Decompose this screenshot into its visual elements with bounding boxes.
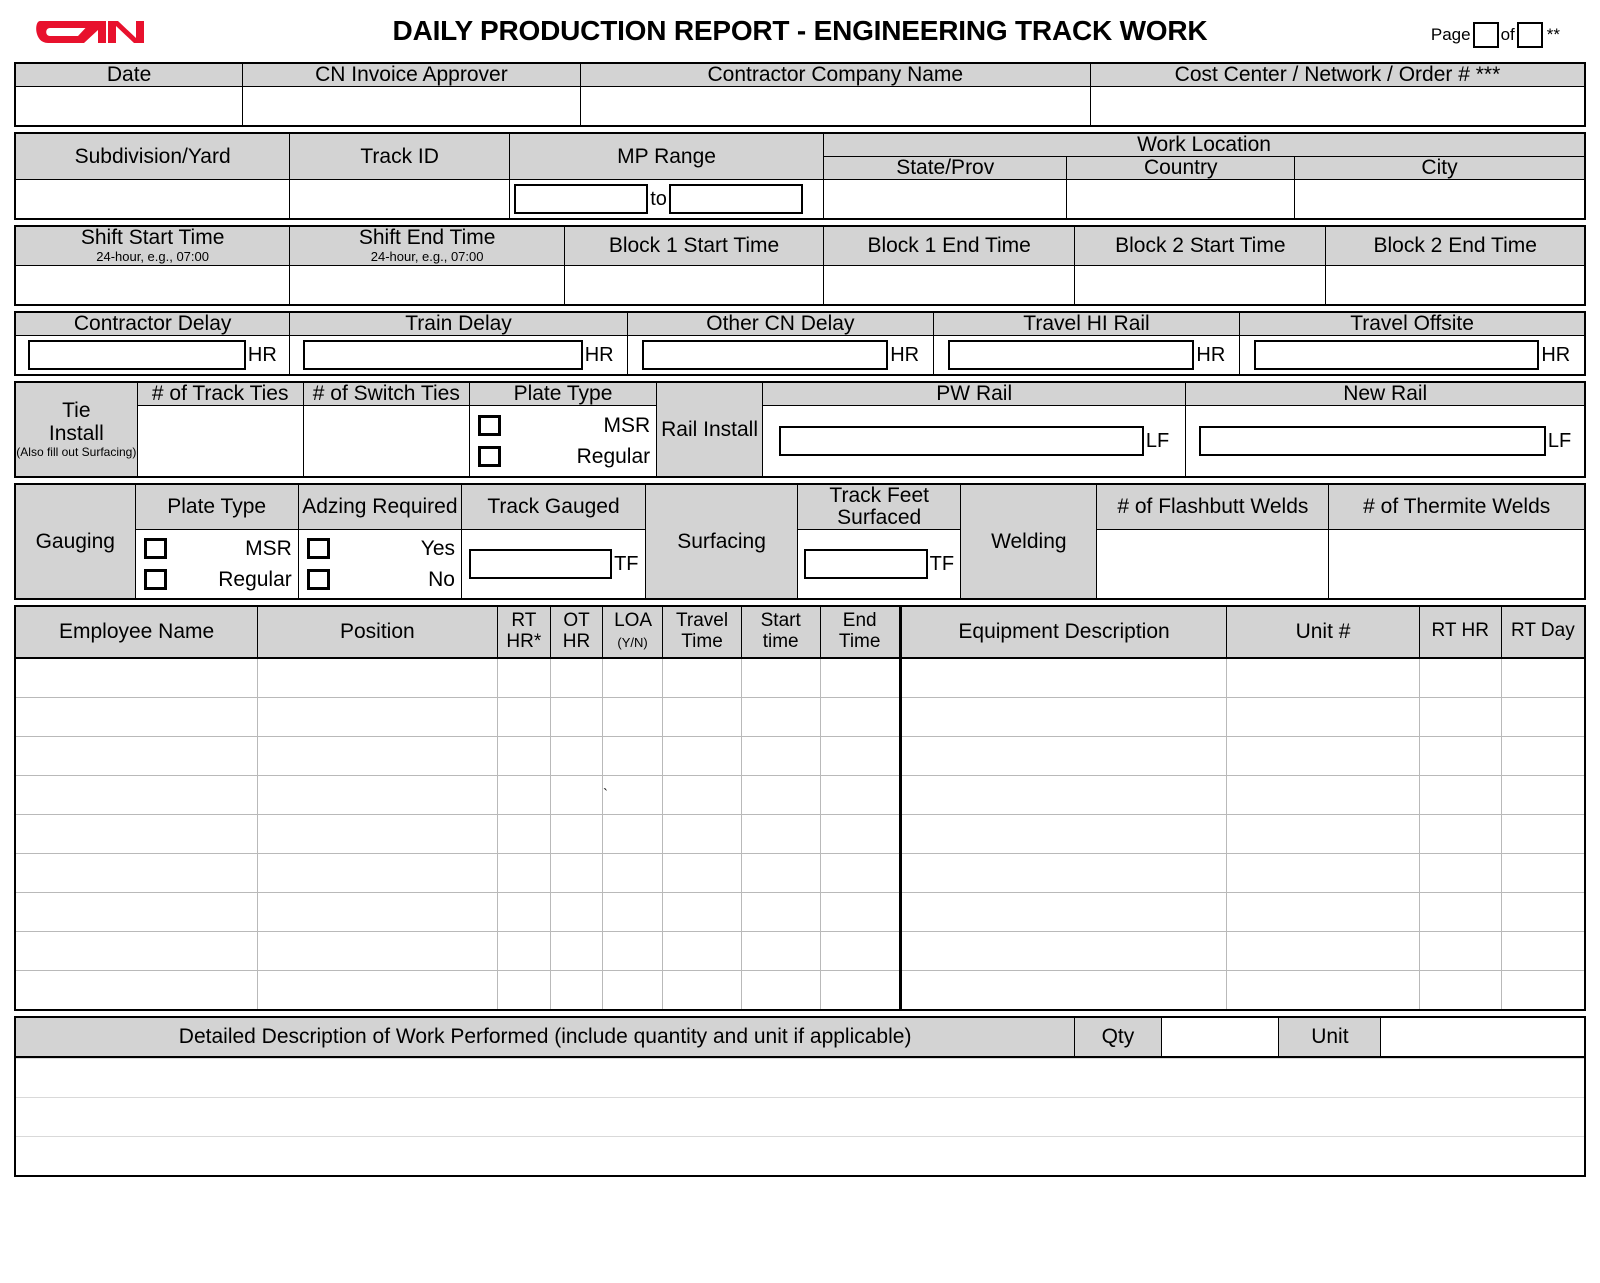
tie-plate-regular-row[interactable] <box>470 441 656 472</box>
contractor-delay-cell <box>15 335 290 375</box>
track-feet-surfaced-header: Track Feet Surfaced <box>798 484 961 530</box>
mp-range-from-input[interactable] <box>514 184 648 214</box>
block1-start-time-header: Block 1 Start Time <box>565 226 824 265</box>
table-cell[interactable] <box>497 814 551 853</box>
of-label: of <box>1500 25 1515 44</box>
description-line-row <box>15 1058 1585 1097</box>
track-gauged-input[interactable] <box>469 549 613 579</box>
description-line-row <box>15 1097 1585 1136</box>
table-row <box>15 697 1585 736</box>
table-cell[interactable] <box>551 775 603 814</box>
col-travel-time: Travel Time <box>663 606 742 658</box>
table-cell[interactable] <box>820 970 900 1010</box>
table-cell[interactable] <box>1419 736 1501 775</box>
thermite-welds-input[interactable] <box>1329 529 1585 599</box>
table-cell[interactable] <box>551 697 603 736</box>
table-cell[interactable] <box>551 658 603 698</box>
tie-install-section-label <box>15 382 137 477</box>
page-total-box[interactable] <box>1517 22 1543 48</box>
contractor-delay-header: Contractor Delay <box>15 312 290 336</box>
travel-offsite-cell <box>1240 335 1585 375</box>
table-cell[interactable] <box>820 775 900 814</box>
tie-plate-msr-label: MSR <box>603 413 651 437</box>
country-input[interactable] <box>1067 180 1295 220</box>
contractor-delay-input[interactable] <box>28 340 246 370</box>
times-value-row <box>15 265 1585 305</box>
adzing-no-label: No <box>428 567 455 591</box>
cn-invoice-approver-header: CN Invoice Approver <box>243 63 581 87</box>
table-cell[interactable] <box>1227 814 1419 853</box>
travel-hi-rail-header: Travel HI Rail <box>933 312 1239 336</box>
table-cell[interactable] <box>1227 970 1419 1010</box>
train-delay-input[interactable] <box>303 340 582 370</box>
table-cell[interactable] <box>15 970 258 1010</box>
table-cell[interactable] <box>258 853 497 892</box>
table-cell[interactable] <box>1419 853 1501 892</box>
times-header-row <box>15 226 1585 265</box>
unit-header: Unit <box>1279 1017 1381 1057</box>
tie-install-block <box>14 381 1586 478</box>
table-cell[interactable] <box>258 658 497 698</box>
table-cell[interactable] <box>1419 658 1501 698</box>
table-cell[interactable] <box>258 736 497 775</box>
table-cell[interactable] <box>1419 892 1501 931</box>
adzing-no-row[interactable] <box>299 564 461 595</box>
block1-end-time-input[interactable] <box>824 265 1075 305</box>
identity-block <box>14 62 1586 127</box>
table-cell[interactable] <box>258 697 497 736</box>
table-cell[interactable] <box>741 892 820 931</box>
table-cell[interactable] <box>741 697 820 736</box>
tie-plate-msr-row[interactable] <box>470 410 656 441</box>
col-equipment-description: Equipment Description <box>900 606 1226 658</box>
table-row <box>15 853 1585 892</box>
col-equip-rt-day: RT Day <box>1501 606 1585 658</box>
shift-start-time-label: Shift Start Time <box>80 226 225 250</box>
description-line-input[interactable] <box>15 1136 1585 1176</box>
gauging-plate-regular-row[interactable] <box>136 564 298 595</box>
table-cell[interactable] <box>258 931 497 970</box>
table-cell[interactable] <box>900 814 1226 853</box>
contractor-company-name-input[interactable] <box>580 87 1090 127</box>
mp-range-to-input[interactable] <box>669 184 803 214</box>
table-cell[interactable] <box>602 697 662 736</box>
travel-hi-rail-cell <box>933 335 1239 375</box>
col-ot-hr: OT HR <box>551 606 603 658</box>
tie-label: Tie <box>62 399 91 423</box>
table-cell[interactable] <box>820 853 900 892</box>
table-cell[interactable] <box>497 970 551 1010</box>
location-value-row <box>15 180 1585 220</box>
table-cell[interactable] <box>15 775 258 814</box>
cost-center-header: Cost Center / Network / Order # *** <box>1090 63 1585 87</box>
table-cell[interactable] <box>551 892 603 931</box>
col-loa <box>602 606 662 658</box>
table-cell[interactable] <box>1419 970 1501 1010</box>
identity-value-row <box>15 87 1585 127</box>
table-cell[interactable] <box>258 814 497 853</box>
adzing-required-header: Adzing Required <box>298 484 461 530</box>
table-row <box>15 658 1585 698</box>
flashbutt-welds-header: # of Flashbutt Welds <box>1097 484 1329 530</box>
gauging-plate-type-options <box>135 529 298 599</box>
table-cell[interactable] <box>497 931 551 970</box>
shift-end-time-input[interactable] <box>290 265 565 305</box>
gauging-plate-regular-label: Regular <box>218 567 292 591</box>
table-cell[interactable] <box>15 853 258 892</box>
block1-end-time-header: Block 1 End Time <box>824 226 1075 265</box>
location-block <box>14 132 1586 220</box>
table-cell[interactable] <box>1227 736 1419 775</box>
location-header-row-1 <box>15 133 1585 157</box>
block2-end-time-input[interactable] <box>1326 265 1585 305</box>
new-rail-input[interactable] <box>1199 426 1546 456</box>
date-header: Date <box>15 63 243 87</box>
shift-end-time-hint: 24-hour, e.g., 07:00 <box>370 249 484 265</box>
table-cell[interactable] <box>551 970 603 1010</box>
table-row <box>15 814 1585 853</box>
gauging-section-label: Gauging <box>15 484 135 599</box>
block2-start-time-header: Block 2 Start Time <box>1075 226 1326 265</box>
switch-ties-input[interactable] <box>303 405 469 477</box>
thermite-welds-header: # of Thermite Welds <box>1329 484 1585 530</box>
table-cell[interactable] <box>551 814 603 853</box>
table-cell[interactable] <box>820 697 900 736</box>
table-cell[interactable] <box>602 892 662 931</box>
description-lines-body <box>15 1058 1585 1176</box>
track-ties-header: # of Track Ties <box>137 382 303 406</box>
table-cell[interactable] <box>1501 892 1585 931</box>
table-cell[interactable] <box>1501 658 1585 698</box>
table-cell[interactable] <box>741 658 820 698</box>
table-row <box>15 931 1585 970</box>
table-cell[interactable] <box>820 658 900 698</box>
table-cell[interactable] <box>820 931 900 970</box>
col-rt-hr: RT HR* <box>497 606 551 658</box>
table-cell[interactable] <box>900 931 1226 970</box>
track-gauged-header: Track Gauged <box>462 484 646 530</box>
train-delay-cell <box>290 335 628 375</box>
description-line-row <box>15 1136 1585 1176</box>
tie-install-value-row <box>15 405 1585 477</box>
adzing-no-checkbox[interactable] <box>307 569 330 590</box>
gauging-plate-msr-row[interactable] <box>136 533 298 564</box>
page-of-indicator <box>1431 22 1560 48</box>
cn-logo-icon <box>32 14 150 50</box>
col-loa-sub: (Y/N) <box>617 634 648 650</box>
table-cell[interactable] <box>602 658 662 698</box>
city-input[interactable] <box>1295 180 1585 220</box>
travel-hi-rail-input[interactable] <box>948 340 1195 370</box>
tie-plate-type-options <box>469 405 656 477</box>
track-feet-surfaced-unit: TF <box>929 552 955 575</box>
track-id-input[interactable] <box>290 180 510 220</box>
table-cell[interactable] <box>497 697 551 736</box>
page-note: ** <box>1546 25 1560 44</box>
shift-end-time-label: Shift End Time <box>358 226 496 250</box>
table-cell[interactable] <box>551 853 603 892</box>
table-cell[interactable] <box>1501 931 1585 970</box>
col-start-time: Start time <box>741 606 820 658</box>
track-gauged-unit: TF <box>614 552 639 575</box>
times-block <box>14 225 1586 306</box>
col-employee-name: Employee Name <box>15 606 258 658</box>
adzing-yes-label: Yes <box>420 536 455 560</box>
table-cell[interactable] <box>602 853 662 892</box>
delays-block <box>14 311 1586 376</box>
new-rail-cell <box>1186 405 1585 477</box>
table-cell[interactable] <box>1501 814 1585 853</box>
qty-input[interactable] <box>1161 1017 1279 1057</box>
table-cell[interactable] <box>663 775 742 814</box>
employee-table-body <box>15 658 1585 1010</box>
state-prov-input[interactable] <box>824 180 1067 220</box>
block1-start-time-input[interactable] <box>565 265 824 305</box>
install-label: Install <box>48 422 104 446</box>
table-cell[interactable] <box>15 736 258 775</box>
table-cell[interactable] <box>663 970 742 1010</box>
table-cell[interactable] <box>663 853 742 892</box>
table-cell[interactable] <box>741 814 820 853</box>
new-rail-header: New Rail <box>1186 382 1585 406</box>
table-cell[interactable] <box>900 853 1226 892</box>
pw-rail-header: PW Rail <box>763 382 1186 406</box>
track-gauged-cell <box>462 529 646 599</box>
form-header <box>0 0 1600 62</box>
gauging-plate-type-header: Plate Type <box>135 484 298 530</box>
table-cell[interactable] <box>1501 736 1585 775</box>
table-cell[interactable] <box>663 892 742 931</box>
table-cell[interactable] <box>602 970 662 1010</box>
table-cell[interactable] <box>820 736 900 775</box>
table-cell[interactable] <box>1501 697 1585 736</box>
table-cell[interactable] <box>602 736 662 775</box>
table-cell[interactable] <box>741 853 820 892</box>
table-cell[interactable]: ` <box>602 775 662 814</box>
mp-range-cell <box>510 180 824 220</box>
cn-invoice-approver-input[interactable] <box>243 87 581 127</box>
table-cell[interactable] <box>741 736 820 775</box>
gauging-block <box>14 483 1586 600</box>
table-cell[interactable] <box>497 853 551 892</box>
table-row <box>15 775 1585 814</box>
delays-value-row <box>15 335 1585 375</box>
table-row <box>15 736 1585 775</box>
table-cell[interactable] <box>15 892 258 931</box>
train-delay-header: Train Delay <box>290 312 628 336</box>
pw-rail-cell <box>763 405 1186 477</box>
welding-section-label: Welding <box>961 484 1097 599</box>
table-cell[interactable] <box>1227 853 1419 892</box>
description-lines-block <box>14 1058 1586 1177</box>
city-header: City <box>1295 157 1585 180</box>
table-cell[interactable] <box>1419 697 1501 736</box>
table-cell[interactable] <box>1227 697 1419 736</box>
description-line-input[interactable] <box>15 1097 1585 1136</box>
track-feet-surfaced-cell <box>798 529 961 599</box>
page-number-box[interactable] <box>1473 22 1499 48</box>
table-cell[interactable] <box>1227 775 1419 814</box>
table-cell[interactable] <box>1501 775 1585 814</box>
adzing-yes-checkbox[interactable] <box>307 538 330 559</box>
work-location-header: Work Location <box>824 133 1585 157</box>
rail-install-section-label: Rail Install <box>657 382 763 477</box>
track-ties-input[interactable] <box>137 405 303 477</box>
table-cell[interactable] <box>900 658 1226 698</box>
identity-header-row <box>15 63 1585 87</box>
mp-range-header: MP Range <box>510 133 824 180</box>
table-cell[interactable] <box>258 892 497 931</box>
table-cell[interactable] <box>663 736 742 775</box>
table-cell[interactable] <box>663 931 742 970</box>
table-cell[interactable] <box>1501 853 1585 892</box>
tie-install-note: (Also fill out Surfacing) <box>16 444 137 459</box>
table-cell[interactable] <box>741 931 820 970</box>
table-cell[interactable] <box>663 658 742 698</box>
table-cell[interactable] <box>497 736 551 775</box>
description-title: Detailed Description of Work Performed (include quantity and unit if applicable) <box>15 1017 1075 1057</box>
table-cell[interactable] <box>551 931 603 970</box>
shift-start-time-header <box>15 226 290 265</box>
unit-input[interactable] <box>1381 1017 1585 1057</box>
table-cell[interactable] <box>741 775 820 814</box>
mp-range-to-label: to <box>650 188 667 211</box>
table-cell[interactable] <box>1227 658 1419 698</box>
table-cell[interactable] <box>15 658 258 698</box>
travel-offsite-unit: HR <box>1541 343 1571 366</box>
contractor-company-name-header: Contractor Company Name <box>580 63 1090 87</box>
description-block <box>14 1016 1586 1058</box>
table-cell[interactable] <box>900 775 1226 814</box>
block2-end-time-header: Block 2 End Time <box>1326 226 1585 265</box>
table-cell[interactable] <box>497 892 551 931</box>
table-row <box>15 970 1585 1010</box>
description-line-input[interactable] <box>15 1058 1585 1097</box>
table-cell[interactable] <box>551 736 603 775</box>
contractor-delay-unit: HR <box>247 343 277 366</box>
shift-start-time-hint: 24-hour, e.g., 07:00 <box>96 249 209 265</box>
table-cell[interactable] <box>663 697 742 736</box>
table-cell[interactable] <box>1419 775 1501 814</box>
table-cell[interactable] <box>15 697 258 736</box>
tie-plate-regular-checkbox[interactable] <box>478 446 501 467</box>
subdivision-yard-input[interactable] <box>15 180 290 220</box>
employee-equipment-table <box>14 605 1586 1011</box>
table-cell[interactable] <box>1227 892 1419 931</box>
pw-rail-input[interactable] <box>779 426 1144 456</box>
gauging-plate-msr-checkbox[interactable] <box>144 538 167 559</box>
gauging-plate-regular-checkbox[interactable] <box>144 569 167 590</box>
travel-offsite-header: Travel Offsite <box>1240 312 1585 336</box>
table-cell[interactable] <box>258 775 497 814</box>
tie-plate-type-header: Plate Type <box>469 382 656 406</box>
col-end-time: End Time <box>820 606 900 658</box>
block2-start-time-input[interactable] <box>1075 265 1326 305</box>
table-cell[interactable] <box>900 892 1226 931</box>
table-cell[interactable] <box>1419 814 1501 853</box>
table-row <box>15 892 1585 931</box>
other-cn-delay-cell <box>627 335 933 375</box>
table-cell[interactable] <box>497 775 551 814</box>
qty-header: Qty <box>1075 1017 1161 1057</box>
train-delay-unit: HR <box>584 343 614 366</box>
track-feet-surfaced-input[interactable] <box>804 549 927 579</box>
table-cell[interactable] <box>1419 931 1501 970</box>
gauging-value-row <box>15 529 1585 599</box>
date-input[interactable] <box>15 87 243 127</box>
cost-center-input[interactable] <box>1090 87 1585 127</box>
other-cn-delay-input[interactable] <box>642 340 889 370</box>
travel-hi-rail-unit: HR <box>1196 343 1226 366</box>
other-cn-delay-header: Other CN Delay <box>627 312 933 336</box>
col-position: Position <box>258 606 497 658</box>
table-cell[interactable] <box>663 814 742 853</box>
gauging-plate-msr-label: MSR <box>245 536 292 560</box>
switch-ties-header: # of Switch Ties <box>303 382 469 406</box>
page-title: DAILY PRODUCTION REPORT - ENGINEERING TRACK WORK <box>392 15 1208 46</box>
country-header: Country <box>1067 157 1295 180</box>
table-cell[interactable] <box>15 814 258 853</box>
table-cell[interactable] <box>1501 970 1585 1010</box>
table-cell[interactable] <box>900 736 1226 775</box>
col-unit-number: Unit # <box>1227 606 1419 658</box>
description-header-row <box>15 1017 1585 1057</box>
track-id-header: Track ID <box>290 133 510 180</box>
table-cell[interactable] <box>1227 931 1419 970</box>
subdivision-yard-header: Subdivision/Yard <box>15 133 290 180</box>
shift-end-time-header <box>290 226 565 265</box>
table-cell[interactable] <box>258 970 497 1010</box>
table-cell[interactable] <box>820 892 900 931</box>
col-loa-label: LOA <box>614 609 652 631</box>
state-prov-header: State/Prov <box>824 157 1067 180</box>
table-cell[interactable] <box>820 814 900 853</box>
tie-install-header-row <box>15 382 1585 406</box>
tie-plate-regular-label: Regular <box>576 444 651 468</box>
table-cell[interactable] <box>602 814 662 853</box>
table-cell[interactable] <box>741 970 820 1010</box>
new-rail-unit: LF <box>1547 429 1572 452</box>
adzing-yes-row[interactable] <box>299 533 461 564</box>
page-label: Page <box>1430 25 1471 44</box>
table-cell[interactable] <box>15 931 258 970</box>
table-cell[interactable] <box>497 658 551 698</box>
delays-header-row <box>15 312 1585 336</box>
table-cell[interactable] <box>900 697 1226 736</box>
other-cn-delay-unit: HR <box>890 343 920 366</box>
tie-plate-msr-checkbox[interactable] <box>478 415 501 436</box>
table-cell[interactable] <box>900 970 1226 1010</box>
adzing-required-options <box>298 529 461 599</box>
employee-table-header-row <box>15 606 1585 658</box>
flashbutt-welds-input[interactable] <box>1097 529 1329 599</box>
pw-rail-unit: LF <box>1145 429 1170 452</box>
travel-offsite-input[interactable] <box>1254 340 1540 370</box>
gauging-header-row <box>15 484 1585 530</box>
surfacing-section-label: Surfacing <box>646 484 798 599</box>
col-equip-rt-hr: RT HR <box>1419 606 1501 658</box>
shift-start-time-input[interactable] <box>15 265 290 305</box>
table-cell[interactable] <box>602 931 662 970</box>
